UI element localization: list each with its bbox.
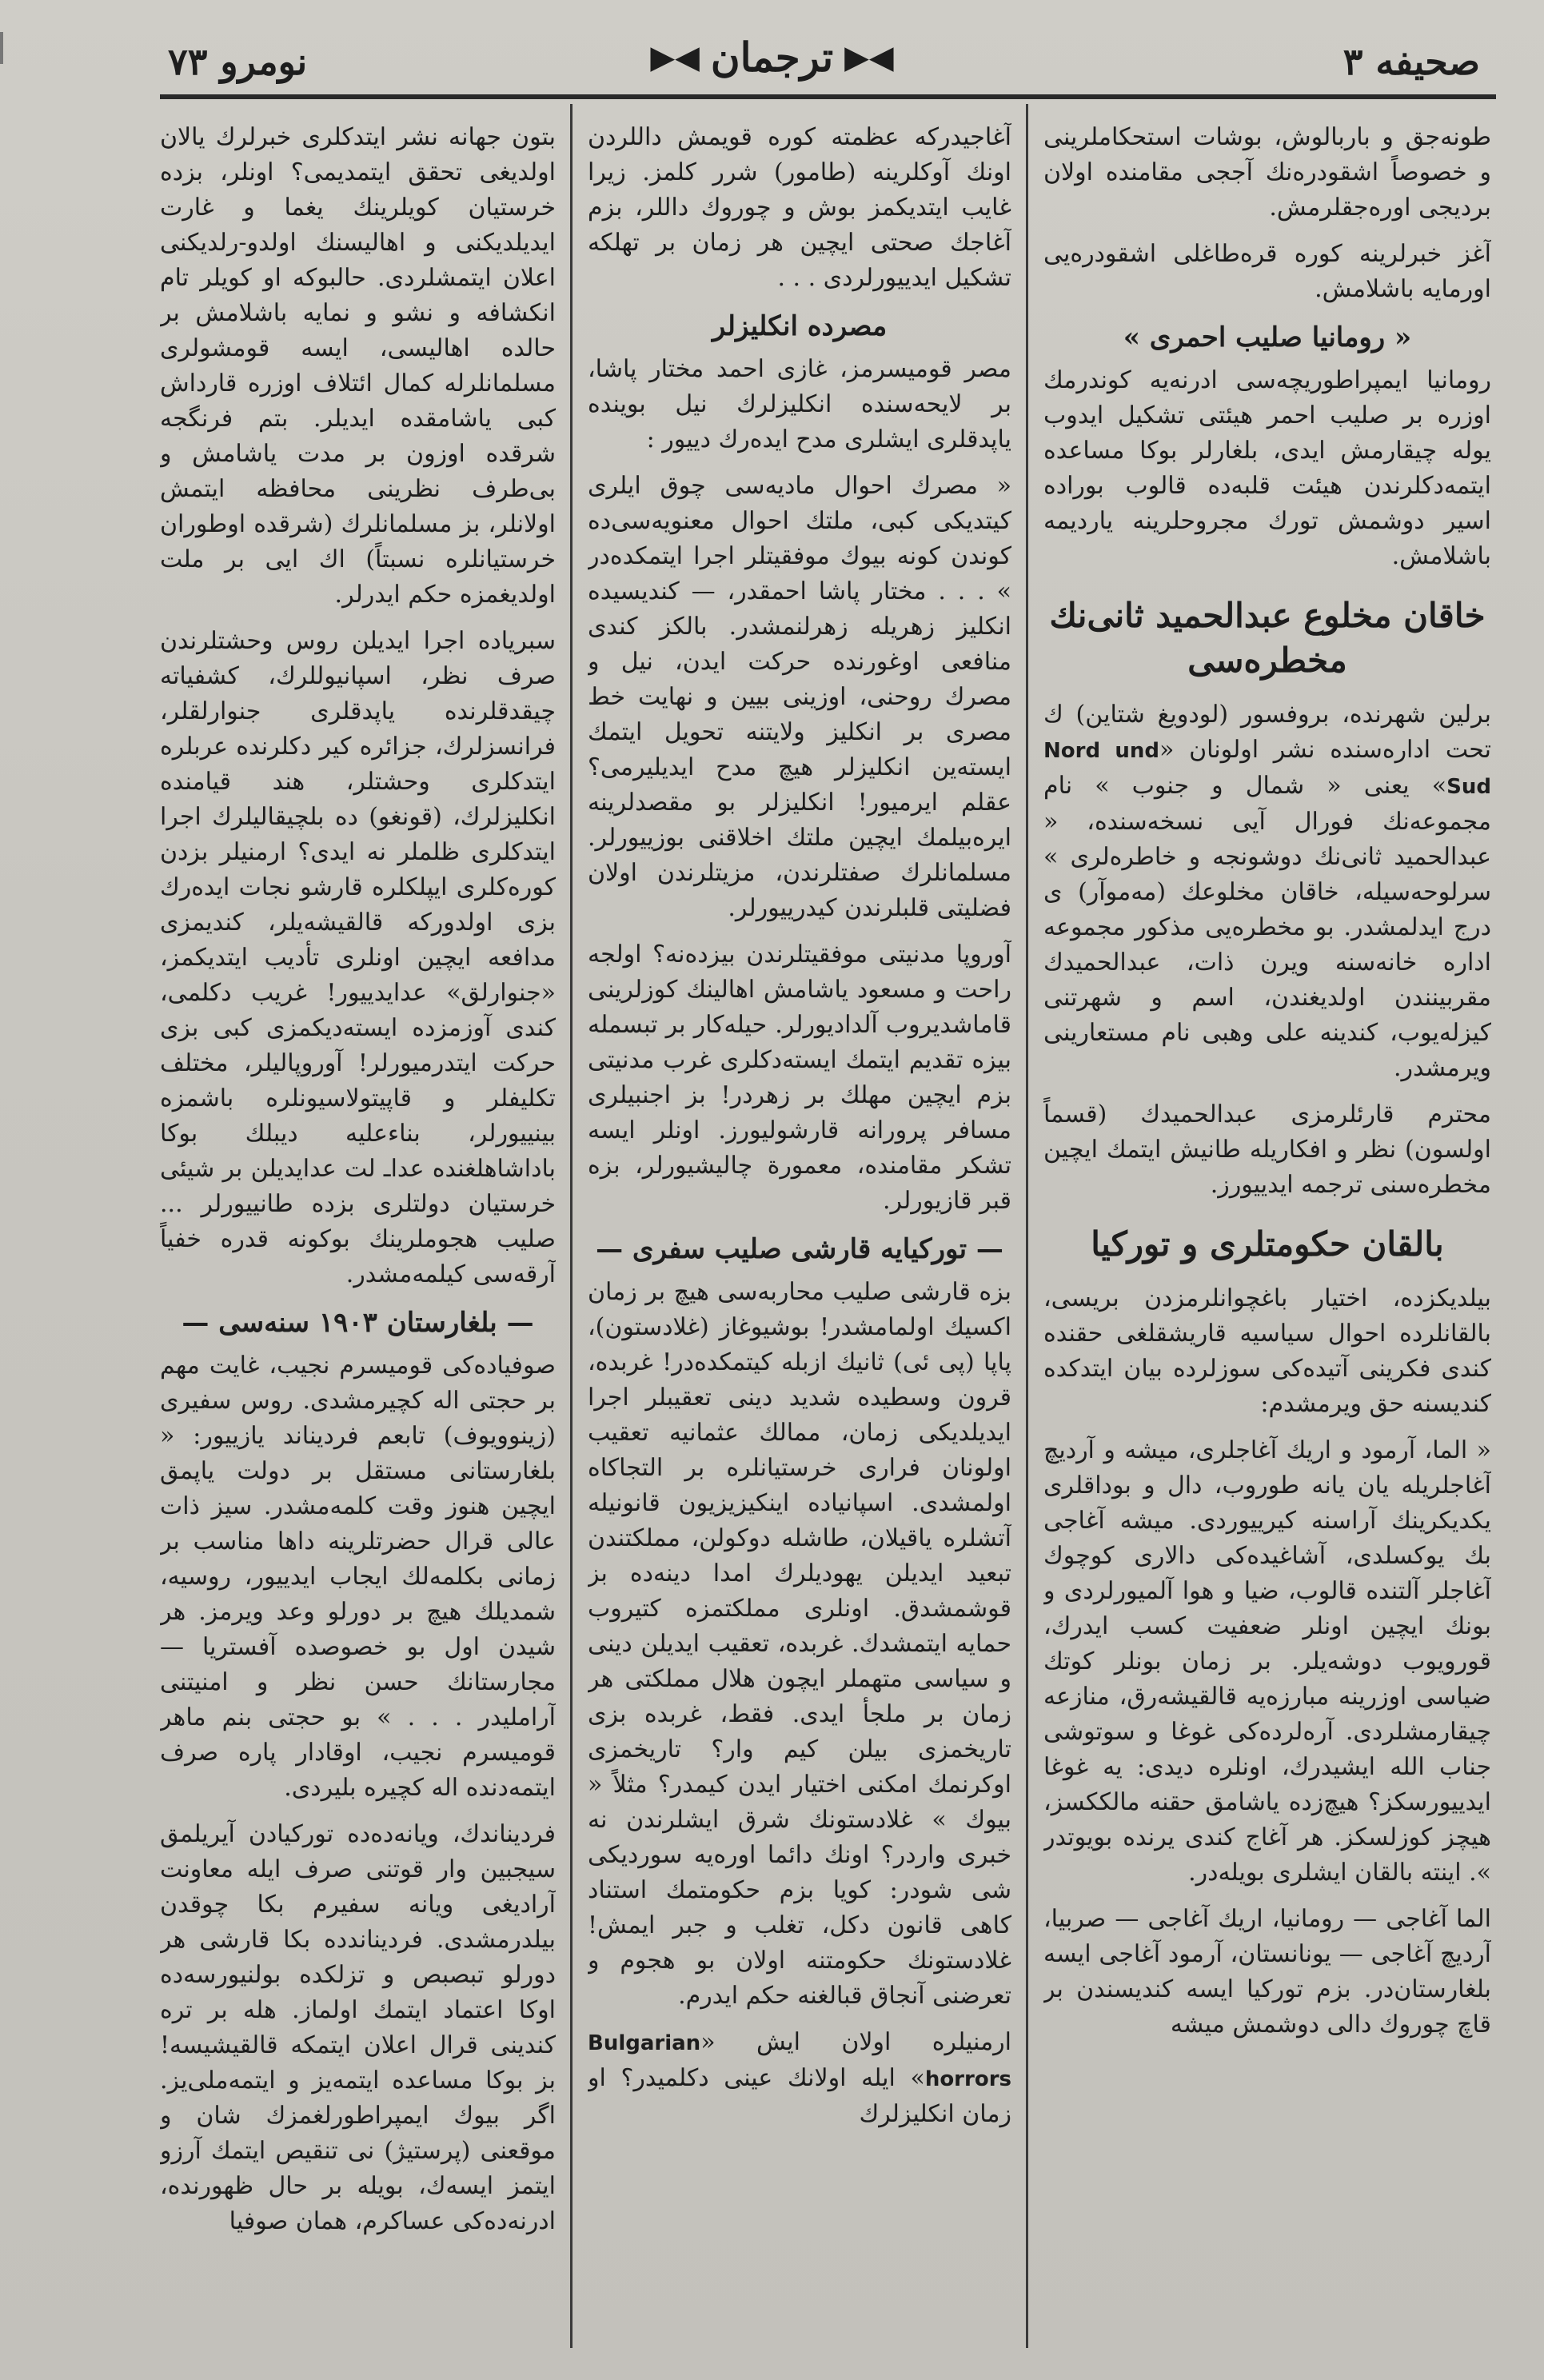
paragraph: رومانیا ایمپراطوریچه‌سى ادرنه‌یه كوندرمك اوزره بر صلیب احمر هیئتى تشكیل ایدوب یوله چیقارمش ایدى، بلغارلر بوكا مساعده ایتمه‌دكلرندن هیئت قلبه‌ده قالوب بوراده اسیر دوشمش تورك مجروحلرینه یاردیمه باشلامش. (1043, 366, 1491, 570)
paragraph: الما آغاجى — رومانیا، اریك آغاجى — صربیا، آردیچ آغاجى — یونانستان، آرمود آغاجى ایسه بلغارستان‌در. بزم توركیا ایسه كندیسندن بر قاچ چوروك دالى دوشمش میشه (1043, 1905, 1491, 2039)
paragraph: « مصرك احوال مادیه‌سى چوق ایلرى كیتدیكى كبى، ملتك احوال معنویه‌سى‌ده كوندن كونه بیوك موفقیتلر اجرا ایتمكده‌در » . . . مختار پاشا احمقدر، — كندیسیده انكلیز زهریله زهرلنمشدر. بالكز كندى منافعى اوغورنده حركت ایدن، نیل و مصرك روحنى، اوزینى بیین و نهایت خط مصرى بر انكلیز ولایتنه تحویل ایتمك ایسته‌ین انكلیزلر هیچ مدح ایدیلیرمى؟ عقلم ایرمیور! انكلیزلر بو مقصدلرینه ایره‌بیلمك ایچین ملتك اخلاقنى بوزییورلر. مسلمانلرك صفتلرندن، مزیتلرندن اولان فضلیتى قلبلرندن كیدرییورلر. (588, 472, 1011, 922)
paragraph-text: برلین شهرنده، بروفسور (لودویغ شتاین) ك تحت اداره‌سنده نشر اولونان (1043, 701, 1491, 764)
paragraph: سبریاده اجرا ایدیلن روس وحشتلرندن صرف نظر، اسپانیوللرك، كشفیاته چیقدقلرنده یاپدقلرى جنوارلقلر، فرانسزلرك، جزائره كیر دكلرنده عربلره ایتدكلرى وحشتلر، هند قیامنده انكلیزلرك، (قونغو) ده بلچیقالیلرك اجرا ایتدكلرى ظلملر نه ایدى؟ ارمنیلر بزدن كوره‌كلرى ایپلكلره قارشو نجات ایده‌رك بزى اولدوركه قالقیشه‌یلر، كندیمزى مدافعه ایچین اونلرى تأدیب ایتدیكمز، «جنوارلق» عدایدییور! غریب دكلمى، كندى آوزمزده ایسته‌دیكمزى كبى بزى حركت ایتدرمیورلر! آوروپالیلر، مختلف تكلیفلر و قاپیتولاسیونلره باشمزه بینییورلر، بناء‌علیه دیبلك بوكا باداشاهلغنده عداـ لت عدایدیلن بر شیئى خرستیان دولتلرى بزده طانییورلر ... صلیب هجوملرینك بوكونه قدره خفیاً آرقه‌سى كیلمه‌مشدر. (160, 627, 556, 1288)
paragraph-text: ایله اولانك عینى دكلمیدر؟ او زمان انكلیزلرك (588, 2064, 1011, 2128)
column-left (160, 120, 556, 2348)
section-heading: بالقان حكومتلرى و توركیا (1091, 1224, 1444, 1264)
paragraph: فردیناندك، ویانه‌ده‌ده توركیادن آیریلمق سیجبین وار قوتنى صرف ایله معاونت آرادیغى ویانه سفیرم بكا چوقدن بیلدرمشدى. فردیناندده بكا قارشى هر دورلو تبصبص و تزلكده بولنیورسه‌ده اوكا اعتماد ایتمك اولماز. هله بر تره كندینى قرال اعلان ایتمكه قالقیشیسه! بز بوكا مساعده ایتمه‌یز و ایتمه‌ملى‌یز. اگر بیوك ایمپراطورلغمزك شان و موقعنى (پرستیژ) نى تنقیص ایتمك آرزو ایتمز ایسه‌ك، بویله بر حال ظهورنده، ادرنه‌ده‌كى عساكرم، همان صوفیا (160, 1820, 556, 2235)
latin-term: Bulgarian horrors (588, 2031, 1011, 2091)
paragraph: مصر قومیسرمز، غازى احمد مختار پاشا، بر لایحه‌سنده انكلیزلرك نیل بوینده یاپدقلرى ایشلرى مدح ایده‌رك دییور : (588, 355, 1011, 453)
paragraph-text: یعنى « شمال و جنوب » نام مجموعه‌نك فورال آیى نسخه‌سنده، « عبدالحمید ثانى‌نك دوشونجه و خاطره‌لرى » سرلوحه‌سیله، خاقان مخلوعك (مه‌موآر) ى درج ایدلمشدر. بو مخطره‌یى مذكور مجموعه اداره خانه‌سنه ویرن ذات، عبدالحمیدك مقربینندن اولدیغندن، اسم و شهرتنى كیزله‌یوب، كندینه على وهبى نام مستعارینى ویرمشدر. (1043, 772, 1491, 1082)
ornament-left-icon: ◀▶ (844, 38, 894, 76)
latin-title: Nord und Sud (1043, 739, 1491, 799)
paragraph: آغاجیدرکه عظمته كوره قویمش داللردن اونك آوكلرینه (طامور) شرر كلمز. زیرا غایب ایتدیكمز بوش و چوروك داللر، بزم آغاجك صحتى ایچین هر زمان بر تهلكه تشكیل ایدییورلردى . . . (588, 123, 1011, 292)
section-heading: خاقان مخلوع عبدالحمید ثانی‌نك مخطره‌سى (1049, 596, 1486, 680)
paragraph: آوروپا مدنیتى موفقیتلرندن بیزده‌نه؟ اولجه راحت و مسعود یاشامش اهالینك كوزلرینى قاماشدیروب آلدادیورلر. حیله‌كار بر تبسمله بیزه تقدیم ایتمك ایسته‌دكلرى غرب مدنیتى بزم ایچین مهلك بر زهردر! بز اجنبیلرى مسافر پرورانه قارشولیورز. اونلر ایسه تشكر مقامنده، معمورة چالیشیورلر، بزه قبر قازیورلر. (588, 940, 1011, 1215)
page-number: صحيفه ٣ (1343, 40, 1480, 83)
masthead-title: ترجمان (710, 34, 834, 81)
paragraph: بزه قارشى صلیب محاربه‌سى هیچ بر زمان اكسیك اولمامشدر! بوشیوغاز (غلادستون)، پاپا (پى ئى) ثانیك ازبله كیتمكده‌در! غربده، قرون وسطیده شدید دینى تعقیبلر اجرا ایدیلدیكى زمان، ممالك عثمانیه تعقیب اولونان فرارى خرستیانلره بر التجاكاه اولمشدى. اسپانیاده اینكیزیزیون قانونیله آتشلره یاقیلان، طاشله دوكولن، مملكتندن تبعید ایدیلن یهودیلرك امدا دینه‌ده بز قوشمشدق. اونلرى مملكتمزه كتیروب حمایه ایتمشدك. غربده، تعقیب ایدیلن دینى و سیاسى متهملر ایچون هلال مملكتى هر زمان بر ملجأ ایدى. فقط، غربده بزى تاریخمزى بیلن كیم وار؟ تاریخمزى اوكرنمك امكنى اختیار ایدن كیمدر؟ مثلاً « بیوك » غلادستونك شرق ایشلرندن نه خبرى واردر؟ اونك دائما اوره‌یه سوردیكى شى شودر: كویا بزم حكومتمك استناد كاهى قانون دكل، تغلب و جبر ایمش! غلادستونك حكومتنه اولان بو هجوم و تعرضنى آنجاق قبالغنه حكم ایدرم. (588, 1278, 1011, 2010)
paragraph: بیلدیكزده، اختیار باغچوانلرمزدن بریسى، بالقانلرده احوال سیاسیه قاریشقلغى حقنده كندى فكرینى آتیده‌كى سوزلرده بیان ایتدكده كندیسنه حق ویرمشدم: (1043, 1284, 1491, 1418)
section-heading: — توركیایه قارشى صلیب سفرى — (596, 1233, 1003, 1265)
paragraph: برلین شهرنده، بروفسور (لودویغ شتاین) ك تحت اداره‌سنده نشر اولونان «Nord und Sud» یعنى « شمال و جنوب » نام مجموعه‌نك فورال آیى نسخه‌سنده، « عبدالحمید ثانى‌نك دوشونجه و خاطره‌لرى » سرلوحه‌سیله، خاقان مخلوعك (مه‌موآر) ى درج ایدلمشدر. بو مخطره‌یى مذكور مجموعه اداره خانه‌سنه ویرن ذات، عبدالحمیدك مقربینندن اولدیغندن، اسم و شهرتنى كیزله‌یوب، كندینه على وهبى نام مستعارینى ویرمشدر. (1043, 701, 1491, 1082)
paragraph: « الما، آرمود و اریك آغاجلرى، میشه و آردیچ آغاجلریله یان یانه طوروب، دال و بوداقلرى یكدیكرینك آراسنه كیرییوردى. میشه آغاجى بك یوكسلدى، آشاغیده‌كى دالارى كوچوك آغاجلر آلتنده قالوب، ضیا و هوا آلمیورلردى و بونك ایچین اونلر ضعفیت كسب ایدرك، قورویوب دوشه‌یلر. بر زمان بونلر كوتك ضیاسى اوزرینه مبارزه‌یه قالقیشه‌رق، منازعه چیقارمشلردى. آره‌لرده‌كى غوغا و سوتوشى جناب الله ایشیدرك، اونلره دیدى: یه غوغا ایدییورسكز؟ هیچ‌زده یاشامق حقنه مالككسز، هیچز كوزلسكز. هر آغاج كندى یرنده بویوتدر ». اینته بالقان ایشلرى بویله‌در. (1043, 1436, 1491, 1887)
paragraph: بتون جهانه نشر ایتدكلرى خبرلرك یالان اولدیغى تحقق ایتمدیمى؟ اونلر، بزده خرستیان كویلرینك یغما و غارت ایدیلدیكنى و اهالیسنك اولدو-رلدیكنى اعلان ایتمشلردى. حالبوكه او كویلر تام انكشافه و نشو و نمایه باشلامش بر حالده اهالیسى، ایسه قومشولرى مسلمانلرله كمال ائتلاف اوزره قارداش كبى یاشامقده ایدیلر. بتم فرنگجه شرقده اوزون بر مدت یاشامش و بى‌طرف نظرینى محافظه ایتمش اولانلر، بز مسلمانلرك (شرقده اوطوران خرستیانلره نسبتاً) اك ایى بر ملت اولدیغمزه حكم ایدرلر. (160, 123, 556, 609)
ornament-right-icon: ◀▶ (650, 38, 700, 76)
masthead (650, 34, 893, 81)
column-divider-left (570, 104, 573, 2348)
paragraph-text: ارمنیلره اولان ایش (756, 2028, 1011, 2056)
section-heading: — بلغارستان ۱۹۰۳ سنه‌سى — (182, 1307, 534, 1339)
issue-number: نومرو ٧٣ (168, 40, 308, 83)
section-heading: « رومانیا صلیب احمرى » (1123, 321, 1412, 353)
column-middle (588, 120, 1011, 2348)
paragraph: آغز خبرلرینه كوره قره‌طاغلى اشقودره‌یى اورمایه باشلامش. (1043, 240, 1491, 303)
header-rule (160, 94, 1496, 99)
paragraph: محترم قارئلرمزى عبدالحمیدك (قسماً اولسون) نظر و افكاریله طانیش ایتمك ایچین مخطره‌سنى ترجمه ایدییورز. (1043, 1100, 1491, 1199)
paragraph: طونه‌جق و باربالوش، بوشات استحكاملرینی و خصوصاً اشقودره‌نك آججى مقامنده اولان بردیجى اوره‌جقلرمش. (1043, 123, 1491, 222)
section-heading: مصرده انكلیزلر (712, 310, 888, 342)
page-header (0, 32, 1544, 96)
column-right (1043, 120, 1491, 2348)
column-divider-right (1026, 104, 1028, 2348)
paragraph: صوفیاده‌كى قومیسرم نجیب، غایت مهم بر حجتى اله كچیرمشدى. روس سفیرى (زینوویوف) تابعم فردیناند یازییور: « بلغارستانى مستقل بر دولت یاپمق ایچین هنوز وقت كلمه‌مشدر. سیز ذات عالى قرال حضرتلرینه داها مناسب بر زمانى بكلمه‌لك ایجاب ایدییور، روسیه، شمدیلك هیچ بر دورلو وعد ویرمز. هر شیدن اول بو خصوصده آفستریا — مجارستانك حسن نظر و امنیتنى آراملیدر . . . » بو حجتى بنم ماهر قومیسرم نجیب، اوقادار پاره صرف ایتمه‌دنده اله كچیره بلیردى. (160, 1352, 556, 1802)
paragraph: ارمنیلره اولان ایش «Bulgarian horrors» ایله اولانك عینى دكلمیدر؟ او زمان انكلیزلرك (588, 2028, 1011, 2128)
